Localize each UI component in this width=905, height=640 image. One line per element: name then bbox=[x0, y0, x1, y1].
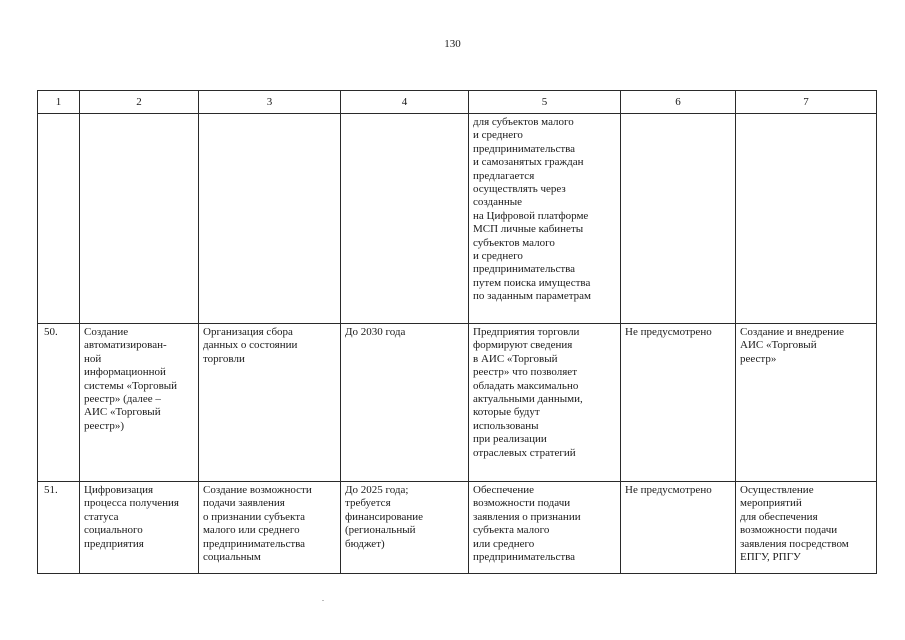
regulation-cell bbox=[621, 324, 736, 482]
result-cell bbox=[736, 114, 877, 324]
cell-text-line: Создание возможности bbox=[203, 484, 312, 496]
description-cell bbox=[469, 114, 621, 324]
cell-text-line: предпринимательства bbox=[473, 263, 576, 276]
row-number-cell bbox=[38, 482, 80, 574]
result-cell bbox=[736, 482, 877, 574]
cell-text-line: Создание и внедрение bbox=[740, 326, 844, 338]
description-cell bbox=[469, 324, 621, 482]
table-row bbox=[38, 482, 877, 574]
column-header-4: 4 bbox=[341, 91, 469, 114]
description-cell bbox=[469, 482, 621, 574]
cell-text-line: Создание bbox=[84, 326, 129, 338]
cell-text-line: информационной bbox=[84, 366, 166, 379]
cell-text-line: для обеспечения bbox=[740, 510, 818, 523]
column-header-6: 6 bbox=[621, 91, 736, 114]
cell-text-line: малого или среднего bbox=[203, 524, 300, 537]
cell-text-line: данных о состоянии bbox=[203, 339, 298, 352]
cell-text-line: по заданным параметрам bbox=[473, 290, 591, 303]
cell-text-line: ной bbox=[84, 352, 102, 365]
cell-text-line: о признании субъекта bbox=[203, 510, 306, 523]
cell-text-line: заявления о признании bbox=[473, 510, 581, 523]
cell-text-line: МСП личные кабинеты bbox=[473, 223, 584, 236]
measure-content-cell bbox=[199, 482, 341, 574]
cell-text-line: мероприятий bbox=[740, 497, 802, 510]
measures-table bbox=[37, 90, 877, 574]
cell-text-line: торговли bbox=[203, 352, 245, 365]
cell-text-line: 50. bbox=[44, 326, 58, 338]
cell-text-line: статуса bbox=[84, 510, 119, 523]
cell-text-line: путем поиска имущества bbox=[473, 276, 591, 289]
cell-text-line: Обеспечение bbox=[473, 484, 534, 496]
cell-text-line: АИС «Торговый bbox=[84, 406, 161, 419]
cell-text-line: субъекта малого bbox=[473, 524, 550, 537]
cell-text-line: предпринимательства bbox=[473, 142, 576, 155]
measure-content-cell bbox=[199, 114, 341, 324]
regulation-cell bbox=[621, 114, 736, 324]
cell-text-line: предприятия bbox=[84, 537, 144, 550]
cell-text-line: и самозанятых граждан bbox=[473, 156, 584, 169]
cell-text-line: Не предусмотрено bbox=[625, 484, 712, 496]
cell-text-line: АИС «Торговый bbox=[740, 339, 817, 352]
cell-text-line: которые будут bbox=[473, 406, 540, 419]
cell-text-line: Организация сбора bbox=[203, 326, 293, 338]
cell-text-line: реестр») bbox=[84, 419, 125, 432]
cell-text-line: и среднего bbox=[473, 250, 523, 263]
cell-text-line: Предприятия торговли bbox=[473, 326, 580, 338]
cell-text-line: для субъектов малого bbox=[473, 116, 574, 128]
column-header-1: 1 bbox=[38, 91, 80, 114]
cell-text-line: До 2025 года; bbox=[345, 484, 409, 496]
deadline-cell bbox=[341, 324, 469, 482]
measure-name-cell bbox=[80, 114, 199, 324]
cell-text-line: 51. bbox=[44, 484, 58, 496]
cell-text-line: отраслевых стратегий bbox=[473, 446, 576, 459]
cell-text-line: реестр» (далее – bbox=[84, 393, 161, 406]
cell-text-line: предлагается bbox=[473, 169, 535, 182]
cell-text-line: автоматизирован- bbox=[84, 339, 167, 352]
cell-text-line: заявления посредством bbox=[740, 537, 849, 550]
measure-name-cell bbox=[80, 324, 199, 482]
cell-text-line: в АИС «Торговый bbox=[473, 352, 558, 365]
cell-text-line: Не предусмотрено bbox=[625, 326, 712, 338]
table-row bbox=[38, 114, 877, 324]
page-number: 130 bbox=[444, 38, 461, 50]
cell-text-line: процесса получения bbox=[84, 497, 179, 510]
deadline-cell bbox=[341, 114, 469, 324]
row-number-cell bbox=[38, 114, 80, 324]
cell-text-line: обладать максимально bbox=[473, 379, 579, 392]
column-header-3: 3 bbox=[199, 91, 341, 114]
cell-text-line: использованы bbox=[473, 419, 539, 432]
cell-text-line: на Цифровой платформе bbox=[473, 209, 589, 222]
cell-text-line: социального bbox=[84, 524, 143, 537]
cell-text-line: бюджет) bbox=[345, 537, 385, 550]
cell-text-line: реестр» bbox=[740, 352, 777, 365]
cell-text-line: и среднего bbox=[473, 129, 523, 142]
cell-text-line: ЕПГУ, РПГУ bbox=[740, 551, 801, 564]
cell-text-line: осуществлять через bbox=[473, 183, 566, 196]
cell-text-line: формируют сведения bbox=[473, 339, 573, 352]
result-cell bbox=[736, 324, 877, 482]
table-row bbox=[38, 324, 877, 482]
cell-text-line: Цифровизация bbox=[84, 484, 154, 496]
regulation-cell bbox=[621, 482, 736, 574]
column-header-5: 5 bbox=[469, 91, 621, 114]
scan-speck bbox=[322, 600, 324, 601]
column-header-2: 2 bbox=[80, 91, 199, 114]
column-header-7: 7 bbox=[736, 91, 877, 114]
measure-content-cell bbox=[199, 324, 341, 482]
cell-text-line: возможности подачи bbox=[473, 497, 571, 510]
cell-text-line: требуется bbox=[345, 497, 391, 510]
cell-text-line: социальным bbox=[203, 551, 261, 564]
cell-text-line: актуальными данными, bbox=[473, 393, 583, 406]
cell-text-line: или среднего bbox=[473, 537, 535, 550]
cell-text-line: (региональный bbox=[345, 524, 416, 537]
cell-text-line: системы «Торговый bbox=[84, 379, 178, 392]
cell-text-line: созданные bbox=[473, 196, 523, 209]
cell-text-line: Осуществление bbox=[740, 484, 814, 496]
row-number-cell bbox=[38, 324, 80, 482]
cell-text-line: До 2030 года bbox=[345, 326, 406, 338]
cell-text-line: возможности подачи bbox=[740, 524, 838, 537]
cell-text-line: реестр» что позволяет bbox=[473, 366, 578, 379]
cell-text-line: предпринимательства bbox=[203, 537, 306, 550]
table-header-row bbox=[38, 91, 877, 114]
cell-text-line: подачи заявления bbox=[203, 497, 285, 510]
cell-text-line: субъектов малого bbox=[473, 236, 555, 249]
cell-text-line: при реализации bbox=[473, 433, 547, 446]
cell-text-line: финансирование bbox=[345, 510, 424, 523]
cell-text-line: предпринимательства bbox=[473, 551, 576, 564]
deadline-cell bbox=[341, 482, 469, 574]
measure-name-cell bbox=[80, 482, 199, 574]
